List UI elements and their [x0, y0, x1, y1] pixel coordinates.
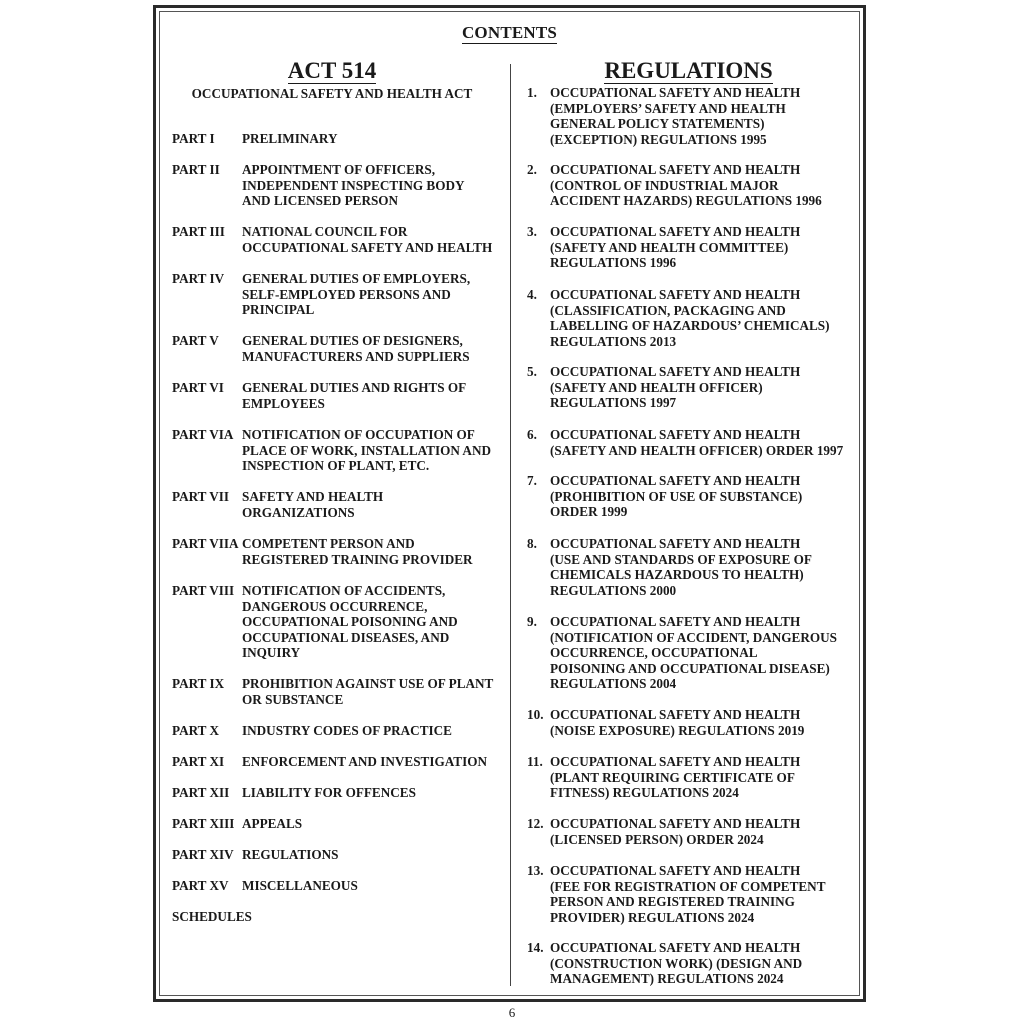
part-label: PART II — [172, 162, 220, 177]
part-label: PART XIV — [172, 847, 234, 862]
regulation-number: 10. — [527, 707, 544, 722]
regulation-title: OCCUPATIONAL SAFETY AND HEALTH (SAFETY AND HEALTH COMMITTEE) REGULATIONS 1996 — [550, 224, 801, 271]
regulation-title: OCCUPATIONAL SAFETY AND HEALTH (SAFETY AND HEALTH OFFICER) REGULATIONS 1997 — [550, 364, 801, 411]
part-title: APPEALS — [242, 816, 303, 831]
regulation-number: 14. — [527, 940, 544, 955]
part-title: PROHIBITION AGAINST USE OF PLANT OR SUBSTANCE — [242, 676, 494, 707]
part-label: PART IV — [172, 271, 225, 286]
regulation-title: OCCUPATIONAL SAFETY AND HEALTH (FEE FOR REGISTRATION OF COMPETENT PERSON AND REGISTERED TRAINING PROVIDER) REGULATIONS 2024 — [550, 863, 826, 925]
act-heading — [172, 58, 492, 84]
part-label: PART XIII — [172, 816, 235, 831]
regulation-number: 12. — [527, 816, 544, 831]
part-title: LIABILITY FOR OFFENCES — [242, 785, 416, 800]
part-label: PART X — [172, 723, 220, 738]
regulation-number: 11. — [527, 754, 543, 769]
regulation-number: 6. — [527, 427, 537, 442]
part-title: APPOINTMENT OF OFFICERS, INDEPENDENT INSPECTING BODY AND LICENSED PERSON — [242, 162, 465, 209]
part-title: NATIONAL COUNCIL FOR OCCUPATIONAL SAFETY AND HEALTH — [242, 224, 493, 255]
part-title: REGULATIONS — [242, 847, 339, 862]
regulations-heading — [516, 58, 861, 84]
regulation-title: OCCUPATIONAL SAFETY AND HEALTH (NOISE EXPOSURE) REGULATIONS 2019 — [550, 707, 805, 738]
part-title: MISCELLANEOUS — [242, 878, 358, 893]
page-frame — [153, 5, 866, 1002]
regulation-number: 13. — [527, 863, 544, 878]
regulation-title: OCCUPATIONAL SAFETY AND HEALTH (CONTROL OF INDUSTRIAL MAJOR ACCIDENT HAZARDS) REGULATIONS 1996 — [550, 162, 822, 209]
regulation-title: OCCUPATIONAL SAFETY AND HEALTH (EMPLOYERS’ SAFETY AND HEALTH GENERAL POLICY STATEMENTS) (EXCEPTION) REGULATIONS 1995 — [550, 85, 801, 147]
part-title: GENERAL DUTIES AND RIGHTS OF EMPLOYEES — [242, 380, 467, 411]
regulation-title: OCCUPATIONAL SAFETY AND HEALTH (USE AND STANDARDS OF EXPOSURE OF CHEMICALS HAZARDOUS TO HEALTH) REGULATIONS 2000 — [550, 536, 812, 598]
regulation-number: 8. — [527, 536, 537, 551]
regulation-title: OCCUPATIONAL SAFETY AND HEALTH (LICENSED PERSON) ORDER 2024 — [550, 816, 801, 847]
act-subtitle: OCCUPATIONAL SAFETY AND HEALTH ACT — [191, 86, 473, 101]
regulation-number: 7. — [527, 473, 537, 488]
regulation-number: 5. — [527, 364, 537, 379]
part-label: PART I — [172, 131, 215, 146]
regulation-number: 3. — [527, 224, 537, 239]
regulation-number: 1. — [527, 85, 537, 100]
regulations-heading-text: REGULATIONS — [604, 58, 773, 83]
part-title: PRELIMINARY — [242, 131, 338, 146]
act-heading-text: ACT 514 — [287, 58, 377, 83]
part-title: COMPETENT PERSON AND REGISTERED TRAINING PROVIDER — [242, 536, 473, 567]
part-label: PART VII — [172, 489, 230, 504]
part-title: NOTIFICATION OF ACCIDENTS, DANGEROUS OCCURRENCE, OCCUPATIONAL POISONING AND OCCUPATIONAL DISEASES, AND INQUIRY — [242, 583, 458, 661]
part-title: NOTIFICATION OF OCCUPATION OF PLACE OF WORK, INSTALLATION AND INSPECTION OF PLANT, ETC. — [242, 427, 492, 474]
part-label: SCHEDULES — [172, 909, 252, 924]
part-label: PART VIIA — [172, 536, 239, 551]
part-label: PART VIII — [172, 583, 235, 598]
regulation-number: 4. — [527, 287, 537, 302]
regulation-number: 9. — [527, 614, 537, 629]
contents-title-text: CONTENTS — [461, 23, 558, 42]
part-label: PART V — [172, 333, 219, 348]
part-title: GENERAL DUTIES OF EMPLOYERS, SELF-EMPLOYED PERSONS AND PRINCIPAL — [242, 271, 471, 318]
part-label: PART III — [172, 224, 225, 239]
regulation-title: OCCUPATIONAL SAFETY AND HEALTH (PROHIBITION OF USE OF SUBSTANCE) ORDER 1999 — [550, 473, 803, 520]
regulation-title: OCCUPATIONAL SAFETY AND HEALTH (CLASSIFICATION, PACKAGING AND LABELLING OF HAZARDOUS’ CHEMICALS) REGULATIONS 2013 — [550, 287, 830, 349]
part-title: ENFORCEMENT AND INVESTIGATION — [242, 754, 487, 769]
part-label: PART IX — [172, 676, 225, 691]
contents-title — [156, 23, 863, 43]
part-label: PART VI — [172, 380, 224, 395]
part-label: PART XV — [172, 878, 229, 893]
regulation-number: 2. — [527, 162, 537, 177]
part-title: SAFETY AND HEALTH ORGANIZATIONS — [242, 489, 384, 520]
regulation-title: OCCUPATIONAL SAFETY AND HEALTH (SAFETY AND HEALTH OFFICER) ORDER 1997 — [550, 427, 844, 458]
part-title: INDUSTRY CODES OF PRACTICE — [242, 723, 452, 738]
part-label: PART XII — [172, 785, 230, 800]
part-title: GENERAL DUTIES OF DESIGNERS, MANUFACTURERS AND SUPPLIERS — [242, 333, 470, 364]
regulation-title: OCCUPATIONAL SAFETY AND HEALTH (CONSTRUCTION WORK) (DESIGN AND MANAGEMENT) REGULATIONS 2024 — [550, 940, 803, 987]
regulation-title: OCCUPATIONAL SAFETY AND HEALTH (NOTIFICATION OF ACCIDENT, DANGEROUS OCCURRENCE, OCCUPATIONAL POISONING AND OCCUPATIONAL DISEASE) REGULATIONS 2004 — [550, 614, 837, 692]
part-label: PART XI — [172, 754, 225, 769]
part-label: PART VIA — [172, 427, 234, 442]
page-number: 6 — [508, 1005, 516, 1020]
regulation-title: OCCUPATIONAL SAFETY AND HEALTH (PLANT REQUIRING CERTIFICATE OF FITNESS) REGULATIONS 2024 — [550, 754, 801, 801]
